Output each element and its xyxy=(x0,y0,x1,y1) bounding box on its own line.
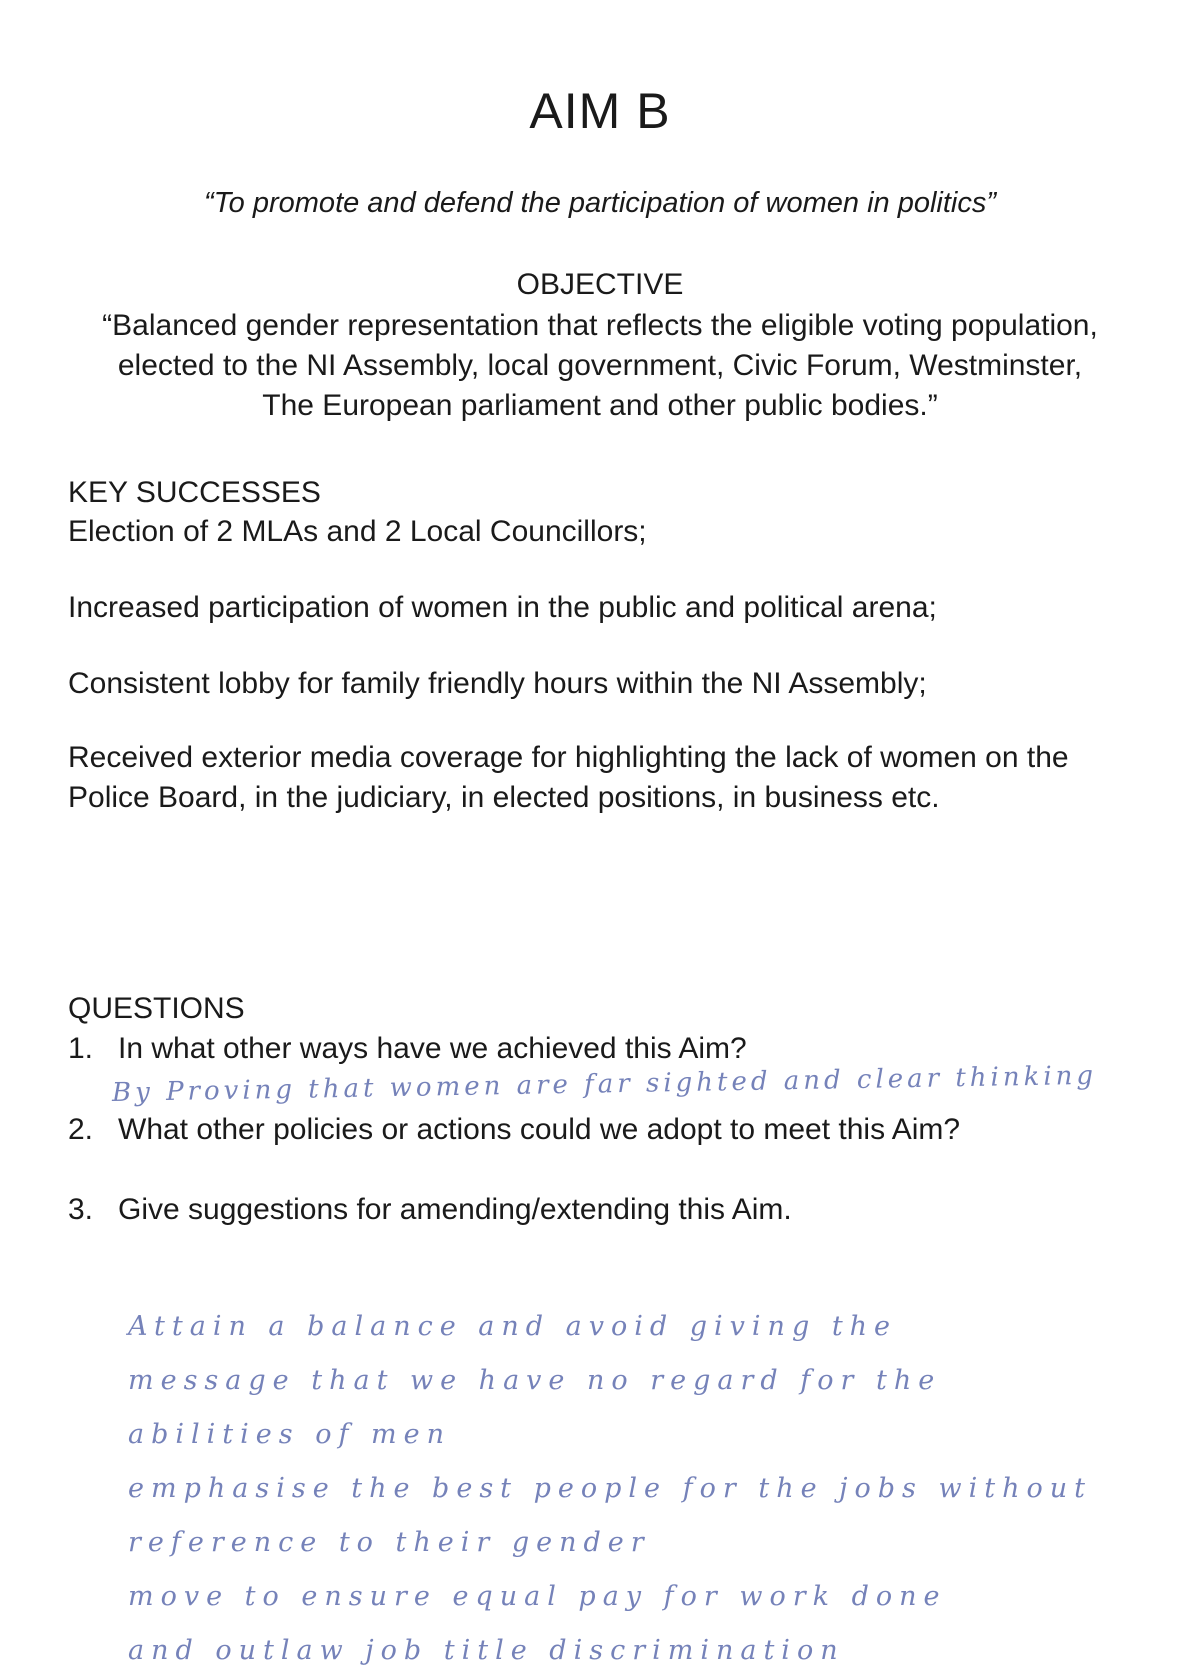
page-title: AIM B xyxy=(529,83,671,139)
question-1 xyxy=(68,1032,747,1066)
handwritten-line: abilities of men xyxy=(128,1419,451,1450)
handwritten-line: and outlaw job title discrimination xyxy=(128,1635,845,1666)
question-text: Give suggestions for amending/extending this Aim. xyxy=(118,1193,792,1226)
question-number: 1. xyxy=(68,1032,94,1065)
handwritten-answer-1: By Proving that women are far sighted and clear thinking xyxy=(111,1060,1098,1108)
handwritten-line: emphasise the best people for the jobs without xyxy=(128,1473,1092,1504)
handwritten-line: move to ensure equal pay for work done xyxy=(128,1581,947,1612)
objective-text: “Balanced gender representation that reflects the eligible voting population, elected to the NI Assembly, local government, Civic Forum, Westminster, The European parliament and other public bodies.” xyxy=(102,309,1098,422)
question-text: In what other ways have we achieved this Aim? xyxy=(118,1032,747,1065)
question-number: 3. xyxy=(68,1193,94,1226)
handwritten-line: Attain a balance and avoid giving the xyxy=(128,1311,898,1342)
question-2 xyxy=(68,1113,960,1147)
aim-statement: “To promote and defend the participation of women in politics” xyxy=(203,187,997,219)
key-success-item: Consistent lobby for family friendly hours within the NI Assembly; xyxy=(68,667,927,700)
key-success-item: Increased participation of women in the public and political arena; xyxy=(68,591,937,624)
handwritten-line: message that we have no regard for the xyxy=(128,1365,942,1396)
handwritten-line: reference to their gender xyxy=(128,1527,651,1558)
question-3 xyxy=(68,1193,792,1227)
key-success-item: Election of 2 MLAs and 2 Local Councillors; xyxy=(68,515,647,548)
question-number: 2. xyxy=(68,1113,94,1146)
key-successes-heading: KEY SUCCESSES xyxy=(68,476,321,509)
questions-heading: QUESTIONS xyxy=(68,992,245,1025)
question-text: What other policies or actions could we adopt to meet this Aim? xyxy=(118,1113,961,1146)
handwritten-answer-3 xyxy=(128,1300,1168,1678)
key-success-item: Received exterior media coverage for highlighting the lack of women on the Police Board, in the judiciary, in elected positions, in business etc. xyxy=(68,741,1069,814)
objective-heading: OBJECTIVE xyxy=(516,268,684,301)
